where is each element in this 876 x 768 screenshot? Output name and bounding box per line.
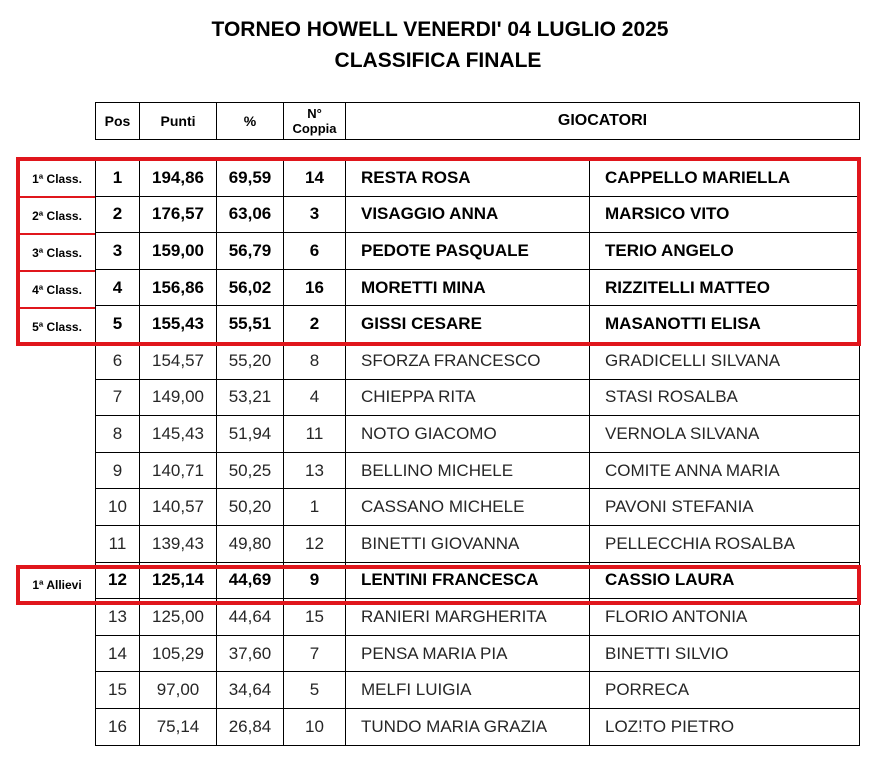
cell-percent: 55,51 bbox=[217, 306, 284, 343]
cell-coppia: 16 bbox=[284, 269, 346, 306]
cell-coppia: 4 bbox=[284, 379, 346, 416]
cell-player-1: LENTINI FRANCESCA bbox=[346, 562, 590, 599]
cell-player-2: PORRECA bbox=[590, 672, 860, 709]
cell-player-1: PENSA MARIA PIA bbox=[346, 635, 590, 672]
cell-percent: 56,02 bbox=[217, 269, 284, 306]
header-coppia-line2: Coppia bbox=[292, 121, 337, 136]
cell-punti: 140,57 bbox=[140, 489, 217, 526]
cell-player-2: LOZ!TO PIETRO bbox=[590, 708, 860, 745]
table-row bbox=[96, 708, 860, 745]
cell-punti: 97,00 bbox=[140, 672, 217, 709]
table-row bbox=[96, 599, 860, 636]
cell-player-1: CASSANO MICHELE bbox=[346, 489, 590, 526]
cell-coppia: 2 bbox=[284, 306, 346, 343]
class-separator bbox=[18, 307, 95, 309]
cell-punti: 155,43 bbox=[140, 306, 217, 343]
cell-player-1: SFORZA FRANCESCO bbox=[346, 342, 590, 379]
cell-coppia: 1 bbox=[284, 489, 346, 526]
cell-coppia: 3 bbox=[284, 196, 346, 233]
cell-player-2: FLORIO ANTONIA bbox=[590, 599, 860, 636]
cell-player-2: VERNOLA SILVANA bbox=[590, 416, 860, 453]
cell-pos: 5 bbox=[96, 306, 140, 343]
cell-pos: 3 bbox=[96, 233, 140, 270]
cell-coppia: 12 bbox=[284, 525, 346, 562]
cell-punti: 140,71 bbox=[140, 452, 217, 489]
table-row bbox=[96, 525, 860, 562]
cell-pos: 14 bbox=[96, 635, 140, 672]
cell-pos: 13 bbox=[96, 599, 140, 636]
cell-punti: 139,43 bbox=[140, 525, 217, 562]
cell-player-2: COMITE ANNA MARIA bbox=[590, 452, 860, 489]
cell-player-2: PELLECCHIA ROSALBA bbox=[590, 525, 860, 562]
cell-pos: 15 bbox=[96, 672, 140, 709]
class-label: 3ª Class. bbox=[32, 246, 82, 261]
cell-pos: 8 bbox=[96, 416, 140, 453]
cell-pos: 2 bbox=[96, 196, 140, 233]
class-separator bbox=[18, 270, 95, 272]
cell-coppia: 14 bbox=[284, 160, 346, 197]
cell-player-1: VISAGGIO ANNA bbox=[346, 196, 590, 233]
cell-punti: 154,57 bbox=[140, 342, 217, 379]
cell-percent: 53,21 bbox=[217, 379, 284, 416]
cell-percent: 26,84 bbox=[217, 708, 284, 745]
cell-player-1: PEDOTE PASQUALE bbox=[346, 233, 590, 270]
class-label: 5ª Class. bbox=[32, 320, 82, 335]
cell-player-1: TUNDO MARIA GRAZIA bbox=[346, 708, 590, 745]
cell-coppia: 11 bbox=[284, 416, 346, 453]
cell-percent: 50,20 bbox=[217, 489, 284, 526]
cell-player-2: TERIO ANGELO bbox=[590, 233, 860, 270]
header-giocatori: GIOCATORI bbox=[346, 103, 860, 140]
cell-pos: 9 bbox=[96, 452, 140, 489]
cell-player-1: BELLINO MICHELE bbox=[346, 452, 590, 489]
header-coppia bbox=[284, 103, 346, 140]
cell-player-2: CASSIO LAURA bbox=[590, 562, 860, 599]
header-punti: Punti bbox=[140, 103, 217, 140]
cell-coppia: 9 bbox=[284, 562, 346, 599]
cell-coppia: 10 bbox=[284, 708, 346, 745]
class-label: 2ª Class. bbox=[32, 209, 82, 224]
table-row bbox=[96, 416, 860, 453]
cell-pos: 10 bbox=[96, 489, 140, 526]
cell-player-2: BINETTI SILVIO bbox=[590, 635, 860, 672]
class-label: 4ª Class. bbox=[32, 283, 82, 298]
cell-player-2: GRADICELLI SILVANA bbox=[590, 342, 860, 379]
table-row bbox=[96, 306, 860, 343]
table-row bbox=[96, 672, 860, 709]
ranking-table bbox=[95, 159, 860, 746]
cell-percent: 44,69 bbox=[217, 562, 284, 599]
header-percent: % bbox=[217, 103, 284, 140]
cell-percent: 51,94 bbox=[217, 416, 284, 453]
cell-punti: 125,00 bbox=[140, 599, 217, 636]
cell-player-2: CAPPELLO MARIELLA bbox=[590, 160, 860, 197]
table-row bbox=[96, 342, 860, 379]
cell-percent: 56,79 bbox=[217, 233, 284, 270]
header-pos: Pos bbox=[96, 103, 140, 140]
cell-player-1: NOTO GIACOMO bbox=[346, 416, 590, 453]
cell-percent: 69,59 bbox=[217, 160, 284, 197]
cell-player-2: MARSICO VITO bbox=[590, 196, 860, 233]
cell-coppia: 5 bbox=[284, 672, 346, 709]
class-separator bbox=[18, 233, 95, 235]
cell-pos: 11 bbox=[96, 525, 140, 562]
cell-percent: 37,60 bbox=[217, 635, 284, 672]
cell-player-1: RESTA ROSA bbox=[346, 160, 590, 197]
cell-player-2: MASANOTTI ELISA bbox=[590, 306, 860, 343]
cell-punti: 159,00 bbox=[140, 233, 217, 270]
cell-percent: 34,64 bbox=[217, 672, 284, 709]
cell-pos: 6 bbox=[96, 342, 140, 379]
table-row bbox=[96, 452, 860, 489]
cell-pos: 1 bbox=[96, 160, 140, 197]
allievi-label: 1ª Allievi bbox=[32, 578, 82, 592]
table-row bbox=[96, 233, 860, 270]
cell-player-1: RANIERI MARGHERITA bbox=[346, 599, 590, 636]
cell-coppia: 6 bbox=[284, 233, 346, 270]
cell-player-1: MELFI LUIGIA bbox=[346, 672, 590, 709]
class-label: 1ª Class. bbox=[32, 172, 82, 186]
cell-coppia: 7 bbox=[284, 635, 346, 672]
cell-punti: 194,86 bbox=[140, 160, 217, 197]
cell-pos: 12 bbox=[96, 562, 140, 599]
class-separator bbox=[18, 196, 95, 198]
cell-player-1: BINETTI GIOVANNA bbox=[346, 525, 590, 562]
page-title: TORNEO HOWELL VENERDI' 04 LUGLIO 2025 bbox=[211, 18, 669, 41]
table-row bbox=[96, 635, 860, 672]
table-row bbox=[96, 379, 860, 416]
table-row bbox=[96, 562, 860, 599]
table-row bbox=[96, 160, 860, 197]
cell-pos: 4 bbox=[96, 269, 140, 306]
cell-player-1: GISSI CESARE bbox=[346, 306, 590, 343]
cell-punti: 75,14 bbox=[140, 708, 217, 745]
cell-percent: 49,80 bbox=[217, 525, 284, 562]
cell-coppia: 15 bbox=[284, 599, 346, 636]
cell-punti: 149,00 bbox=[140, 379, 217, 416]
cell-punti: 176,57 bbox=[140, 196, 217, 233]
cell-punti: 105,29 bbox=[140, 635, 217, 672]
cell-percent: 44,64 bbox=[217, 599, 284, 636]
cell-punti: 145,43 bbox=[140, 416, 217, 453]
cell-coppia: 8 bbox=[284, 342, 346, 379]
cell-punti: 125,14 bbox=[140, 562, 217, 599]
header-coppia-line1: N° bbox=[307, 106, 322, 121]
cell-player-2: RIZZITELLI MATTEO bbox=[590, 269, 860, 306]
table-row bbox=[96, 489, 860, 526]
page-subtitle: CLASSIFICA FINALE bbox=[334, 49, 542, 72]
cell-pos: 16 bbox=[96, 708, 140, 745]
cell-pos: 7 bbox=[96, 379, 140, 416]
table-header bbox=[95, 102, 860, 140]
cell-percent: 63,06 bbox=[217, 196, 284, 233]
table-row bbox=[96, 196, 860, 233]
table-row bbox=[96, 269, 860, 306]
cell-player-1: CHIEPPA RITA bbox=[346, 379, 590, 416]
cell-player-1: MORETTI MINA bbox=[346, 269, 590, 306]
cell-player-2: PAVONI STEFANIA bbox=[590, 489, 860, 526]
cell-player-2: STASI ROSALBA bbox=[590, 379, 860, 416]
cell-percent: 50,25 bbox=[217, 452, 284, 489]
cell-punti: 156,86 bbox=[140, 269, 217, 306]
cell-coppia: 13 bbox=[284, 452, 346, 489]
cell-percent: 55,20 bbox=[217, 342, 284, 379]
